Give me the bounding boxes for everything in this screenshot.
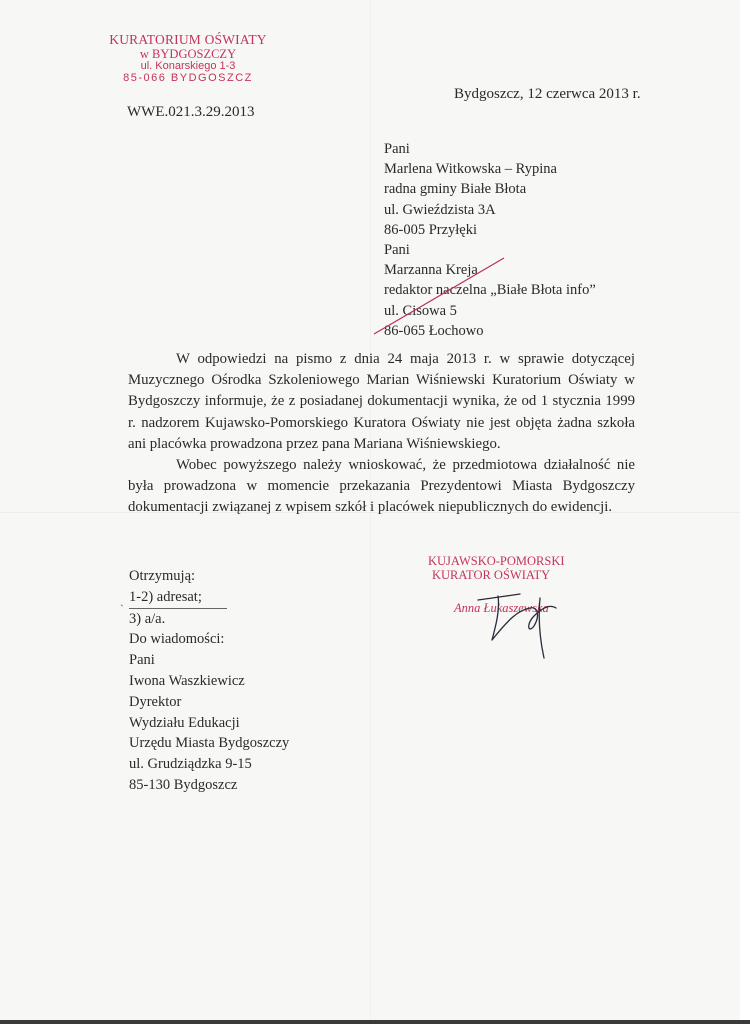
distribution-item: 1-2) adresat;: [129, 587, 227, 609]
recipient-line: Marlena Witkowska – Rypina: [384, 161, 557, 178]
recipient-line: radna gminy Białe Błota: [384, 181, 527, 198]
signature-stamp: [428, 554, 565, 615]
letter-date: Bydgoszcz, 12 czerwca 2013 r.: [454, 86, 641, 102]
info-line: Urzędu Miasta Bydgoszczy: [129, 735, 290, 752]
distribution-list: [129, 566, 289, 796]
recipient-line: ul. Gwieździsta 3A: [384, 201, 496, 218]
info-line: ul. Grudziądzka 9-15: [129, 756, 252, 773]
body-paragraph-2: Wobec powyższego należy wnioskować, że przedmiotowa działalność nie była prowadzona w momencie przekazania Prezydentowi Miasta Bydgoszczy dokumentacji związanej z wpisem szkół i placówek niepublicznych do ewidencji.: [128, 457, 635, 516]
stamp-line-4: 85-066 BYDGOSZCZ: [123, 71, 253, 84]
info-line: 85-130 Bydgoszcz: [129, 776, 238, 793]
recipient-line: ul. Cisowa 5: [384, 302, 457, 319]
recipient-line: 86-065 Łochowo: [384, 322, 484, 339]
recipient-line: Pani: [384, 242, 410, 259]
info-heading: Do wiadomości:: [129, 631, 225, 648]
paper-edge: [740, 0, 750, 1024]
info-line: Iwona Waszkiewicz: [129, 672, 245, 689]
recipient-line: 86-005 Przyłęki: [384, 221, 478, 238]
info-line: Pani: [129, 652, 155, 669]
recipient-line: redaktor naczelna „Białe Błota info”: [384, 282, 596, 299]
recipient-block: [384, 139, 596, 341]
info-line: Dyrektor: [129, 693, 182, 710]
body-paragraph-1: W odpowiedzi na pismo z dnia 24 maja 2013 r. w sprawie dotyczącej Muzycznego Ośrodka Szkoleniowego Marian Wiśniewski Kuratorium Oświaty w Bydgoszczy informuje, że z posiadanej dokumentacji wynika, że od 1 stycznia 1999 r. nadzorem Kujawsko-Pomorskiego Kuratora Oświaty nie jest objęta żadna szkoła ani placówka prowadzona przez pana Mariana Wiśniewskiego.: [128, 351, 635, 452]
reference-number: WWE.021.3.29.2013: [127, 104, 255, 120]
stamp-line-3: ul. Konarskiego 1-3: [140, 60, 236, 73]
handwritten-signature: [468, 570, 588, 660]
handwritten-tick-mark: `: [120, 602, 124, 616]
signature-stamp-line-2: KURATOR OŚWIATY: [432, 568, 551, 582]
stamp-line-1: KURATORIUM OŚWIATY: [109, 32, 267, 47]
letter-body: [128, 349, 635, 519]
institution-stamp: [98, 33, 278, 85]
recipient-line: Pani: [384, 141, 410, 157]
distribution-heading: Otrzymują:: [129, 568, 196, 584]
signatory-name: Anna Łukaszewska: [454, 601, 549, 615]
stamp-line-2: w BYDGOSZCZY: [139, 46, 237, 61]
distribution-item: 3) a/a.: [129, 610, 166, 627]
info-line: Wydziału Edukacji: [129, 714, 240, 731]
signature-stamp-line-1: KUJAWSKO-POMORSKI: [428, 554, 565, 568]
scan-border: [0, 1020, 750, 1024]
recipient-line: Marzanna Kreja: [384, 262, 478, 279]
